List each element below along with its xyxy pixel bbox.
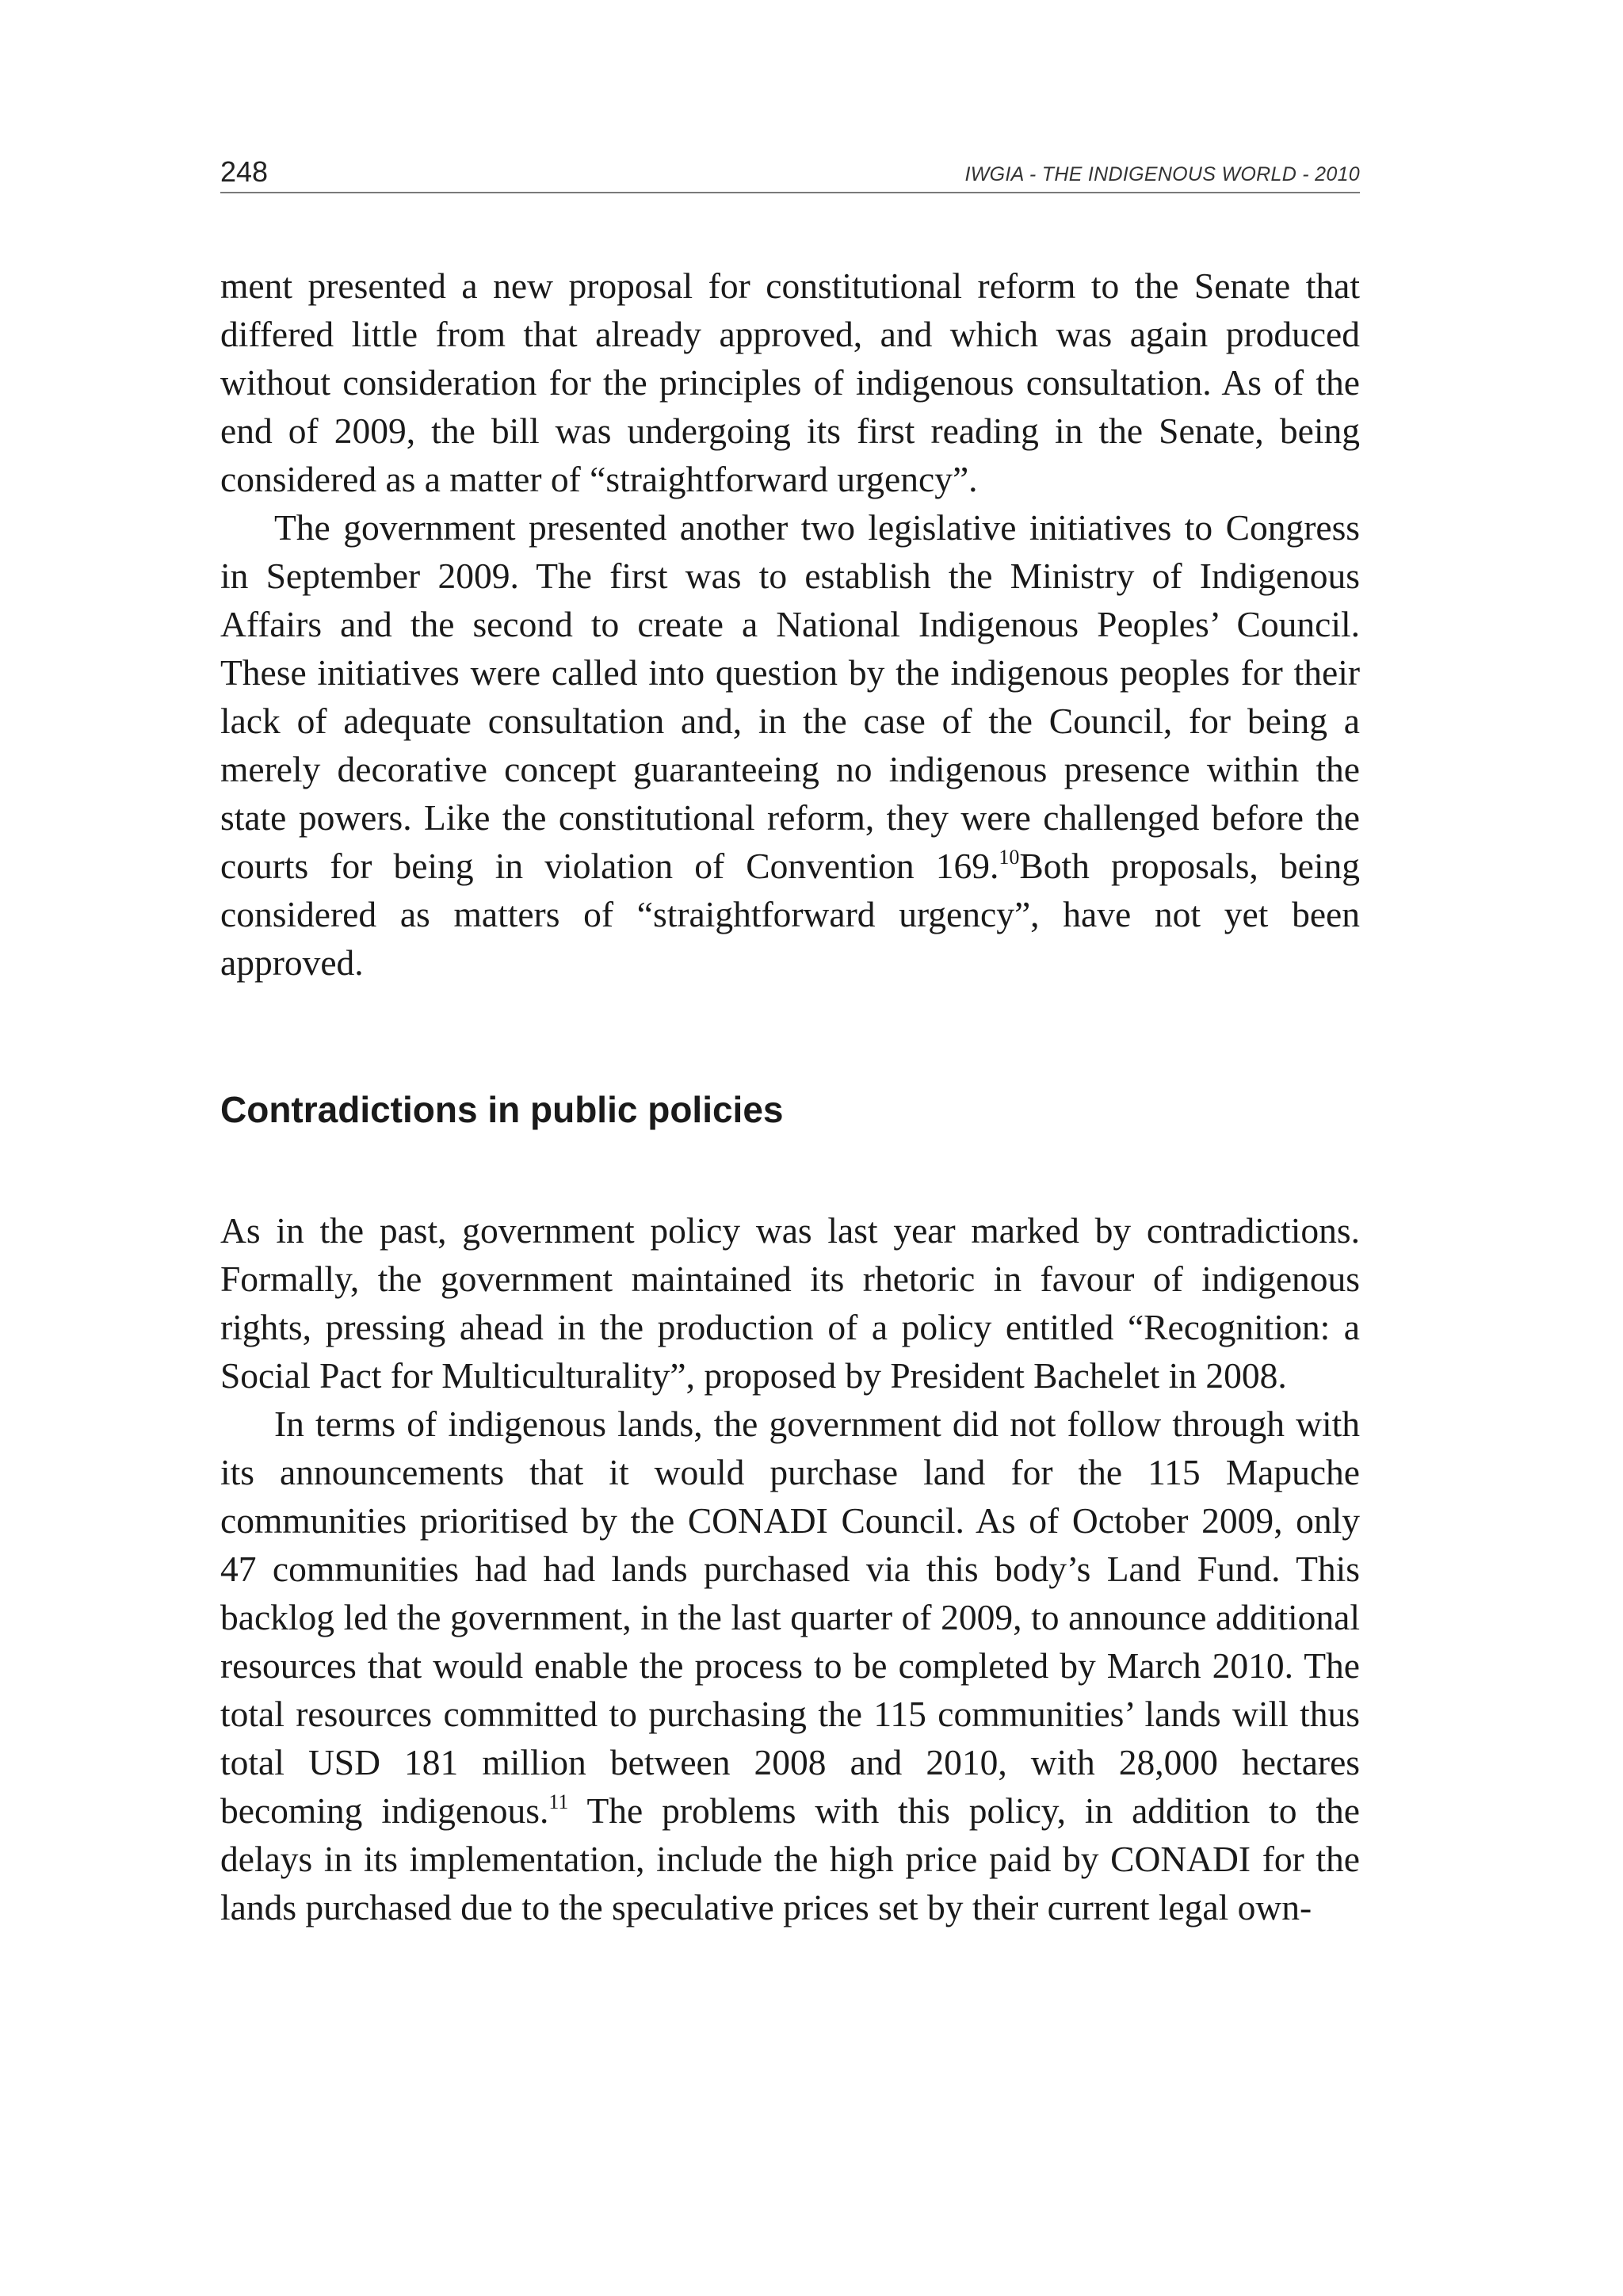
section-body (220, 1206, 1360, 1931)
paragraph-text: The problems with this policy, in addition to the delays in its implementation, include the high price paid by CONADI for the lands purchased due to the speculative prices set by their current legal own- (220, 1790, 1361, 1927)
document-page (220, 151, 1360, 1931)
page-number: 248 (220, 155, 269, 188)
paragraph-text: The government presented another two legislative initiatives to Congress in September 2009. The first was to establish the Ministry of Indigenous Affairs and the second to create a National Indigenous Peoples’ Council. These initiatives were called into question by the indigenous peoples for their lack of adequate consultation and, in the case of the Council, for being a merely decorative concept guaranteeing no indigenous presence within the state powers. Like the constitutional reform, they were challenged before the courts for being in violation of Convention 169. (220, 507, 1360, 886)
paragraph-text: As in the past, government policy was last year marked by contradictions. Formally, the government maintained its rhetoric in favour of indigenous rights, pressing ahead in the production of a policy entitled “Recognition: a Social Pact for Multiculturality”, proposed by President Bachelet in 2008. (220, 1210, 1360, 1396)
journal-title: IWGIA - THE INDIGENOUS WORLD - 2010 (964, 163, 1360, 185)
footnote-marker-11[interactable]: 11 (548, 1790, 569, 1813)
paragraph-indigenous-lands (220, 1400, 1360, 1931)
paragraph-legislative-initiatives (220, 503, 1360, 987)
paragraph-text: In terms of indigenous lands, the government did not follow through with its announcements that it would purchase land for the 115 Mapuche communities prioritised by the CONADI Council. As of October 2009, only 47 communities had had lands purchased via this body’s Land Fund. This backlog led the government, in the last quarter of 2009, to announce additional resources that would enable the process to be completed by March 2010. The total resources committed to purchasing the 115 communities’ lands will thus total USD 181 million between 2008 and 2010, with 28,000 hectares becoming indigenous. (220, 1404, 1360, 1831)
paragraph-public-policy (220, 1206, 1360, 1400)
paragraph-continuation (220, 262, 1360, 503)
body-text (220, 262, 1360, 987)
section-heading: Contradictions in public policies (220, 1089, 784, 1130)
paragraph-text: Both proposals, being considered as matters of “straightforward urgency”, have not yet been approved. (220, 846, 1361, 983)
paragraph-text: ment presented a new proposal for constitutional reform to the Senate that differed little from that already approved, and which was again produced without consideration for the principles of indigenous consultation. As of the end of 2009, the bill was undergoing its first reading in the Senate, being considered as a matter of “straightforward urgency”. (220, 266, 1360, 499)
running-header (220, 151, 1360, 193)
footnote-marker-10[interactable]: 10 (999, 846, 1020, 869)
